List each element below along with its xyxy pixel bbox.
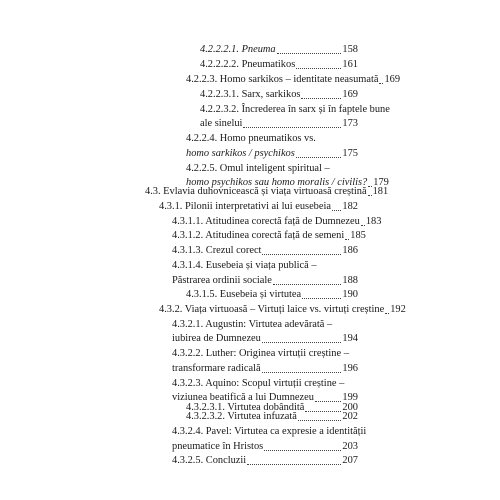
toc-entry: 4.2.2.2.1. Pneuma 158 bbox=[200, 44, 358, 55]
toc-entry: pneumatice în Hristos 203 bbox=[172, 441, 358, 452]
toc-entry: 4.2.2.2.2. Pneumatikos 161 bbox=[200, 59, 358, 70]
toc-entry: 4.2.2.3.1. Sarx, sarkikos 169 bbox=[200, 89, 358, 100]
toc-entry: 4.3.1.3. Crezul corect 186 bbox=[172, 245, 358, 256]
toc-entry-first-line: 4.3.2.3. Aquino: Scopul virtuții creștine – bbox=[172, 378, 345, 389]
toc-entry: 4.3.1. Pilonii interpretativi ai lui eusebeia 182 bbox=[159, 201, 358, 212]
toc-entry: 4.3.2.3.1. Virtutea dobândită 200 bbox=[186, 402, 358, 413]
toc-entry-first-line: 4.3.2.2. Luther: Originea virtuții creștine – bbox=[172, 348, 349, 359]
toc-entry: iubirea de Dumnezeu 194 bbox=[172, 333, 358, 344]
toc-entry: 4.3.2.3.2. Virtutea infuzată 202 bbox=[186, 411, 358, 422]
toc-entry: 4.3.1.1. Atitudinea corectă față de Dumnezeu 183 bbox=[172, 216, 382, 227]
toc-entry-first-line: 4.2.2.3.2. Încrederea în sarx și în faptele bune bbox=[200, 104, 390, 115]
toc-entry-first-line: 4.2.2.5. Omul inteligent spiritual – bbox=[186, 163, 330, 174]
toc-entry: homo sarkikos / psychikos 175 bbox=[186, 148, 358, 159]
toc-entry-section: 4.3. Evlavia duhovnicească și viața virtuoasă creștină 181 bbox=[145, 186, 389, 197]
toc-entry: homo psychikos sau homo moralis / civilis? 179 bbox=[186, 177, 389, 188]
toc-entry: ale sinelui 173 bbox=[200, 118, 358, 129]
toc-entry: 4.2.2.3. Homo sarkikos – identitate neasumată 169 bbox=[186, 74, 401, 85]
toc-entry: 4.3.2. Viața virtuoasă – Virtuți laice vs. virtuți creștine 192 bbox=[159, 304, 406, 315]
toc-entry-first-line: 4.3.1.4. Eusebeia și viața publică – bbox=[172, 260, 317, 271]
toc-entry: Păstrarea ordinii sociale 188 bbox=[172, 275, 358, 286]
toc-entry-first-line: 4.2.2.4. Homo pneumatikos vs. bbox=[186, 133, 316, 144]
toc-entry: 4.3.1.2. Atitudinea corectă față de semeni 185 bbox=[172, 230, 366, 241]
toc-entry-first-line: 4.3.2.1. Augustin: Virtutea adevărată – bbox=[172, 319, 333, 330]
toc-entry: transformare radicală 196 bbox=[172, 363, 358, 374]
toc-entry: 4.3.1.5. Eusebeia și virtutea 190 bbox=[186, 289, 358, 300]
toc-entry: 4.3.2.5. Concluzii 207 bbox=[172, 455, 358, 466]
toc-entry-first-line: 4.3.2.4. Pavel: Virtutea ca expresie a identității bbox=[172, 426, 367, 437]
toc-entry: viziunea beatifică a lui Dumnezeu 199 bbox=[172, 392, 358, 403]
